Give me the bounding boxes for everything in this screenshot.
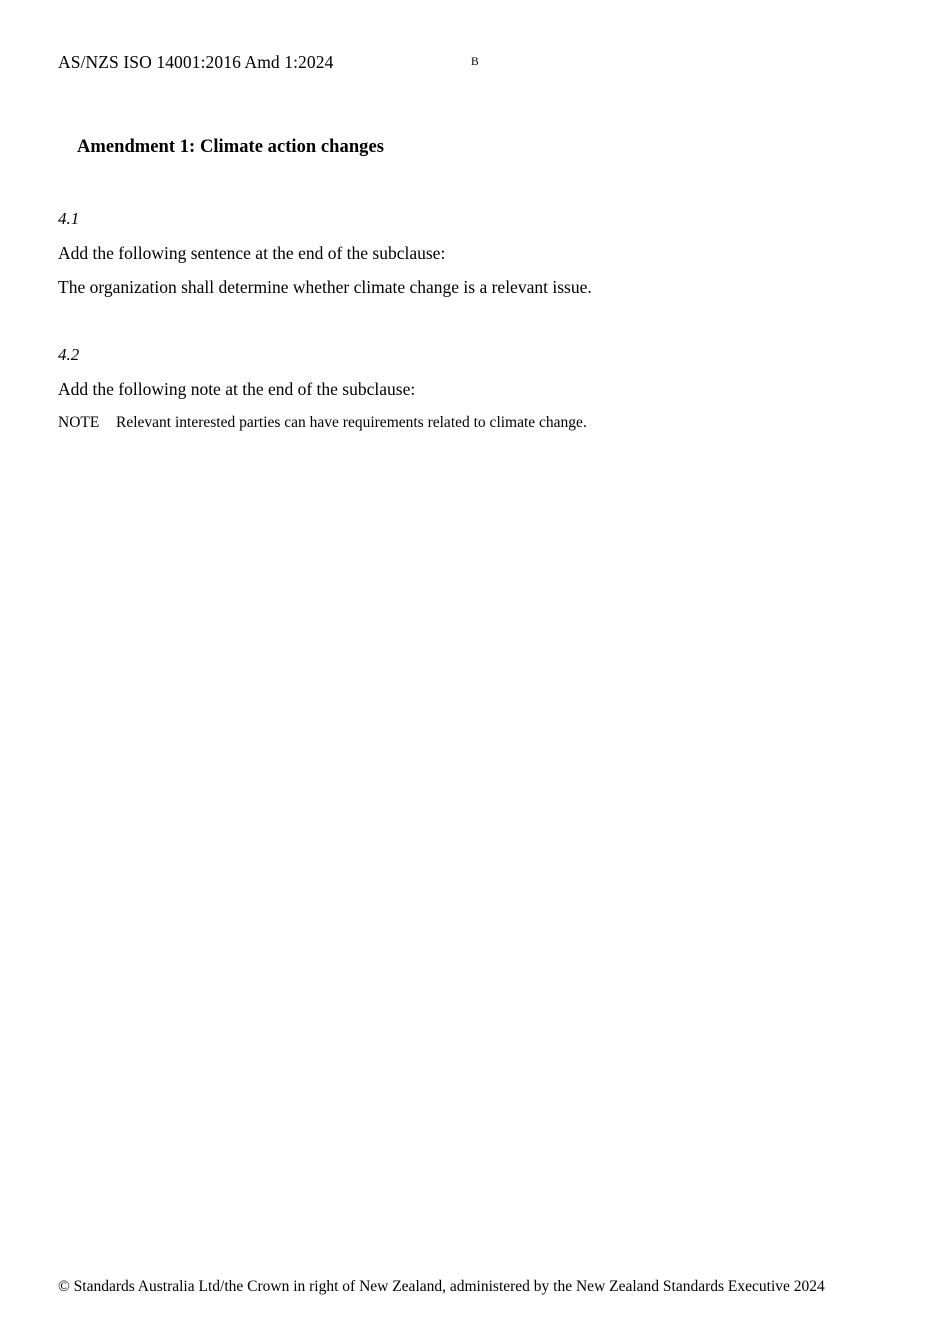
page-title: Amendment 1: Climate action changes bbox=[77, 137, 384, 157]
note-text: Relevant interested parties can have requirements related to climate change. bbox=[116, 414, 587, 431]
page-letter: B bbox=[471, 56, 479, 68]
note-label: NOTE bbox=[58, 414, 100, 431]
clause-note-4-2 bbox=[58, 414, 587, 432]
clause-number-4-2: 4.2 bbox=[58, 345, 80, 364]
clause-content-4-1: The organization shall determine whether climate change is a relevant issue. bbox=[58, 277, 592, 297]
clause-instruction-4-1: Add the following sentence at the end of the subclause: bbox=[58, 243, 446, 263]
standard-reference: AS/NZS ISO 14001:2016 Amd 1:2024 bbox=[58, 52, 334, 72]
page-footer-copyright: © Standards Australia Ltd/the Crown in right of New Zealand, administered by the New Zealand Standards Executive 2024 bbox=[58, 1278, 825, 1295]
clause-number-4-1: 4.1 bbox=[58, 209, 80, 228]
page-header bbox=[58, 52, 818, 76]
clause-instruction-4-2: Add the following note at the end of the subclause: bbox=[58, 379, 416, 399]
